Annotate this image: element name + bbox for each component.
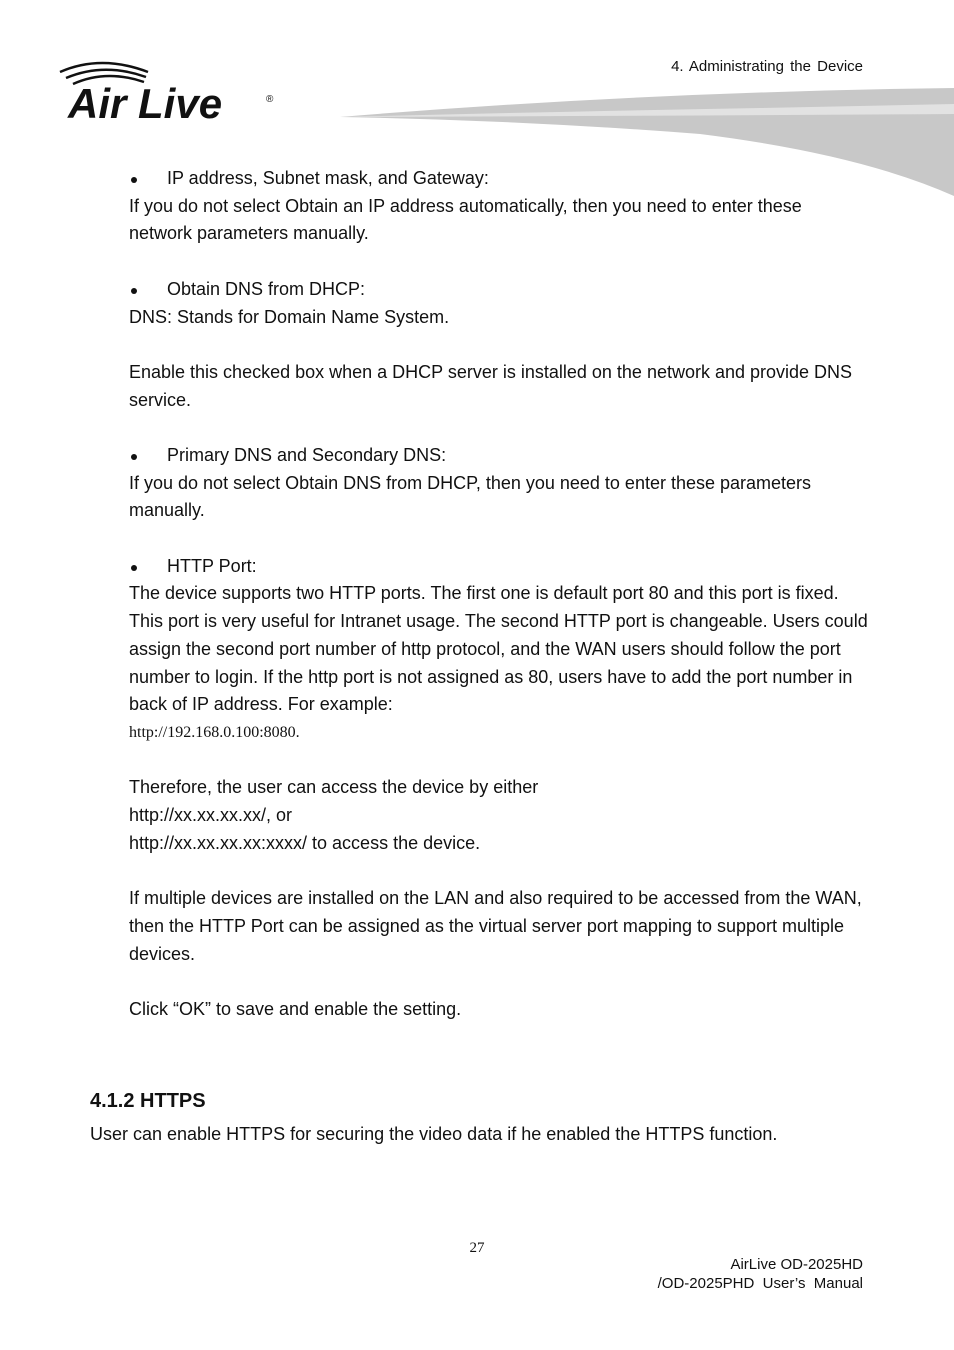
footer-manual-title (658, 1255, 863, 1293)
footer-line-1: AirLive OD-2025HD (730, 1256, 863, 1273)
https-description: User can enable HTTPS for securing the video data if he enabled the HTTPS function. (90, 1124, 778, 1144)
logo-text: Air Live (68, 80, 223, 126)
bullet-http-port: HTTP Port: (129, 553, 869, 581)
access-intro: Therefore, the user can access the device by either (129, 777, 539, 798)
click-ok-instruction: Click “OK” to save and enable the setting. (129, 998, 462, 1019)
multiple-devices-description: If multiple devices are installed on the LAN and also required to be accessed from the WAN, then the HTTP Port can be assigned as the virtual server port mapping to support multiple devices. (129, 888, 862, 964)
registered-mark: ® (266, 94, 274, 105)
primary-dns-description: If you do not select Obtain DNS from DHCP, then you need to enter these parameters manually. (129, 472, 812, 521)
airlive-logo (56, 58, 286, 126)
chapter-title: 4. Administrating the Device (671, 58, 863, 75)
section-heading-https: 4.1.2 HTTPS (90, 1090, 206, 1112)
main-content (129, 165, 869, 1024)
bullet-primary-dns: Primary DNS and Secondary DNS: (129, 442, 869, 470)
page-number: 27 (469, 1240, 485, 1256)
ip-address-description: If you do not select Obtain an IP address automatically, then you need to enter these network parameters manually. (129, 195, 802, 244)
dns-enable-description: Enable this checked box when a DHCP server is installed on the network and provide DNS service. (129, 361, 853, 410)
bullet-ip-address: IP address, Subnet mask, and Gateway: (129, 165, 869, 193)
footer-line-2: /OD-2025PHD User’s Manual (657, 1275, 863, 1292)
access-url-1: http://xx.xx.xx.xx/, or (129, 805, 293, 826)
dns-definition: DNS: Stands for Domain Name System. (129, 306, 450, 327)
http-port-description: The device supports two HTTP ports. The first one is default port 80 and this port is fixed. This port is very useful for Intranet usage. The second HTTP port is changeable. Users could assign the second port number of http protocol, and the WAN users should follow the port number to login. If the http port is not assigned as 80, users have to add the port number in back of IP address. For example: (129, 583, 868, 715)
example-url: http://192.168.0.100:8080. (129, 724, 300, 741)
access-url-2: http://xx.xx.xx.xx:xxxx/ to access the device. (129, 832, 481, 853)
bullet-obtain-dns: Obtain DNS from DHCP: (129, 276, 869, 304)
